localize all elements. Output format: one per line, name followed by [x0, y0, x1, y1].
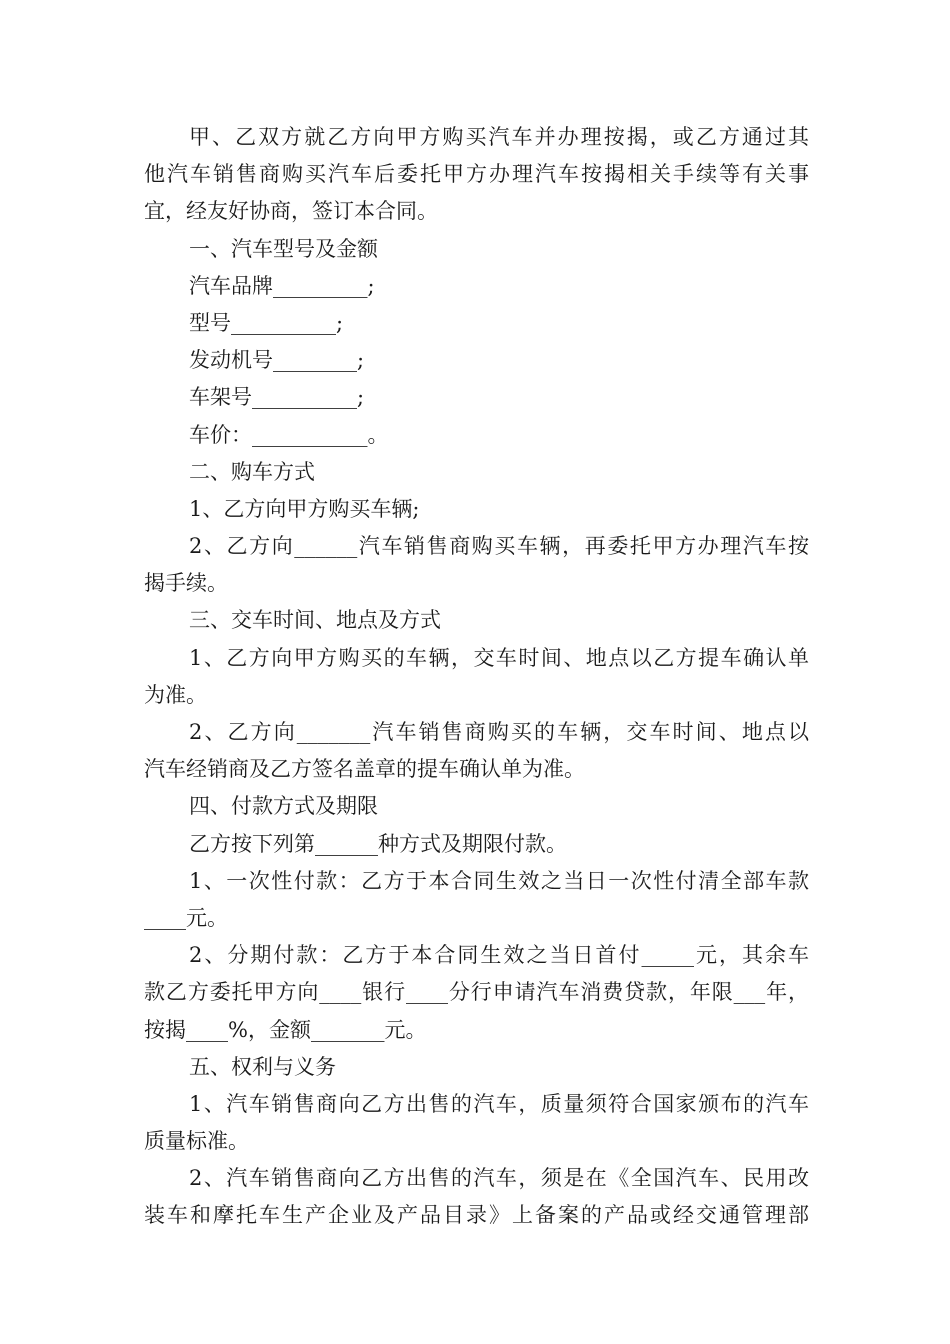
text-line: 2、分期付款：乙方于本合同生效之当日首付_____元，其余车 [189, 943, 809, 968]
text-line: 车架号__________; [189, 385, 365, 410]
text-line: 为准。 [144, 682, 207, 707]
text-line: 一、汽车型号及金额 [189, 236, 378, 261]
text-line: 五、权利与义务 [189, 1054, 336, 1079]
text-line: 1、乙方向甲方购买的车辆，交车时间、地点以乙方提车确认单 [189, 645, 809, 670]
text-line: 2、乙方向_______汽车销售商购买的车辆，交车时间、地点以 [189, 720, 809, 744]
text-line: 1、乙方向甲方购买车辆; [189, 496, 420, 521]
text-line: 2、乙方向______汽车销售商购买车辆，再委托甲方办理汽车按 [189, 534, 809, 559]
text-line: 发动机号________; [189, 348, 365, 373]
text-line: 甲、乙双方就乙方向甲方购买汽车并办理按揭，或乙方通过其 [189, 125, 809, 149]
text-line: 二、购车方式 [189, 459, 315, 484]
text-line: 他汽车销售商购买汽车后委托甲方办理汽车按揭相关手续等有关事 [144, 162, 809, 187]
text-line: 按揭____%，金额_______元。 [144, 1017, 427, 1042]
text-line: 车价：___________。 [189, 422, 389, 447]
text-line: 乙方按下列第______种方式及期限付款。 [189, 831, 567, 856]
text-line: 揭手续。 [144, 571, 228, 596]
text-line: 三、交车时间、地点及方式 [189, 608, 441, 633]
text-line: 型号__________; [189, 310, 344, 335]
text-line: 款乙方委托甲方向____银行____分行申请汽车消费贷款，年限___年， [144, 980, 809, 1005]
text-line: ____元。 [144, 905, 228, 930]
text-line: 宜，经友好协商，签订本合同。 [144, 199, 438, 224]
text-line: 1、一次性付款：乙方于本合同生效之当日一次性付清全部车款 [189, 868, 809, 893]
text-line: 质量标准。 [144, 1129, 249, 1154]
text-line: 汽车经销商及乙方签名盖章的提车确认单为准。 [144, 757, 585, 782]
text-line: 1、汽车销售商向乙方出售的汽车，质量须符合国家颁布的汽车 [189, 1091, 809, 1116]
text-line: 汽车品牌_________; [189, 273, 375, 298]
text-line: 四、付款方式及期限 [189, 794, 378, 819]
text-line: 2、汽车销售商向乙方出售的汽车，须是在《全国汽车、民用改 [189, 1166, 809, 1191]
text-line: 装车和摩托车生产企业及产品目录》上备案的产品或经交通管理部 [144, 1203, 809, 1228]
contract-page [144, 119, 809, 1235]
